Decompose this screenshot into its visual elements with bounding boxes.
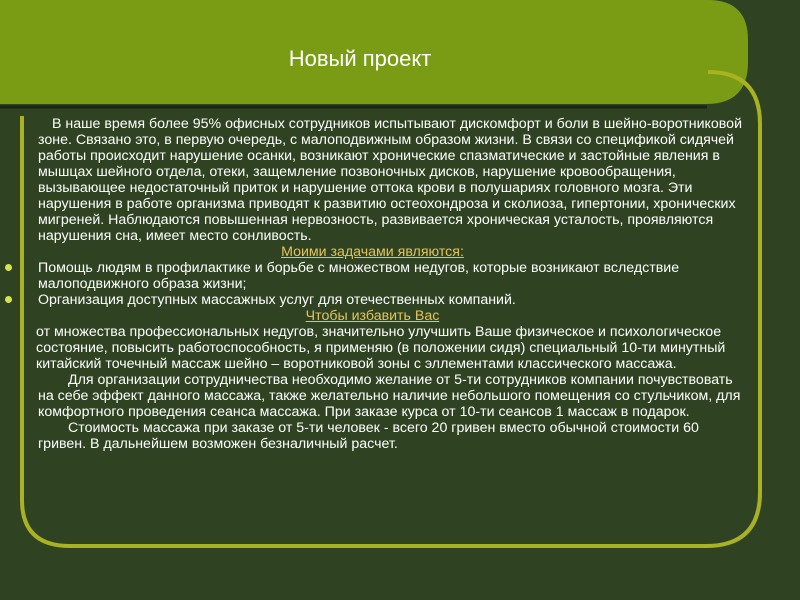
tasks-list <box>0 260 800 308</box>
avoid-heading[interactable]: Чтобы избавить Вас <box>305 308 440 324</box>
list-item <box>0 292 743 308</box>
list-item-text: Помощь людям в профилактике и борьбе с множеством недугов, которые возникают вследствие малоподвижного образа жизни; <box>38 260 680 292</box>
bullet-icon <box>5 264 12 271</box>
price-paragraph: Стоимость массажа при заказе от 5-ти человек - всего 20 гривен вместо обычной стоимости 60 гривен. В дальнейшем возможен безналичный расчет. <box>38 420 699 452</box>
bullet-icon <box>5 296 12 303</box>
list-item <box>0 260 743 292</box>
slide-content <box>0 116 800 452</box>
avoid-paragraph: от множества профессиональных недугов, значительно улучшить Ваше физическое и психологическое состояние, повысить работоспособность, я применяю (в положении сидя) специальный 10-ти минутный китайский точечный массаж шейно – воротниковой зоны с эллементами классического массажа. <box>36 324 726 372</box>
slide-title: Новый проект <box>288 46 432 71</box>
tasks-heading[interactable]: Моими задачами являются: <box>281 244 464 260</box>
intro-paragraph: В наше время более 95% офисных сотрудников испытывают дискомфорт и боли в шейно-воротниковой зоне. Связано это, в первую очередь, с малоподвижным образом жизни. В связи со спецификой сидячей работы происходит нарушение осанки, возникают хронические спазматические и застойные явления в мышцах шейного отдела, отеки, защемление позвоночных дисков, нарушение кровообращения, вызывающее недостаточный приток и нарушение оттока крови в полушариях головного мозга. Эти нарушения в работе организма приводят к развитию остеохондроза и сколиоза, гипертонии, хронических мигреней. Наблюдаются повышенная нервозность, развивается хроническая усталость, проявляются нарушения сна, имеет место сонливость. <box>38 116 742 244</box>
list-item-text: Организация доступных массажных услуг для отечественных компаний. <box>38 292 516 308</box>
cooperation-paragraph: Для организации сотрудничества необходимо желание от 5-ти сотрудников компании почувствовать на себе эффект данного массажа, также желательно наличие небольшого помещения со стульчиком, для комфортного проведения сеанса массажа. При заказе курса от 10-ти сеансов 1 массаж в подарок. <box>38 372 741 420</box>
